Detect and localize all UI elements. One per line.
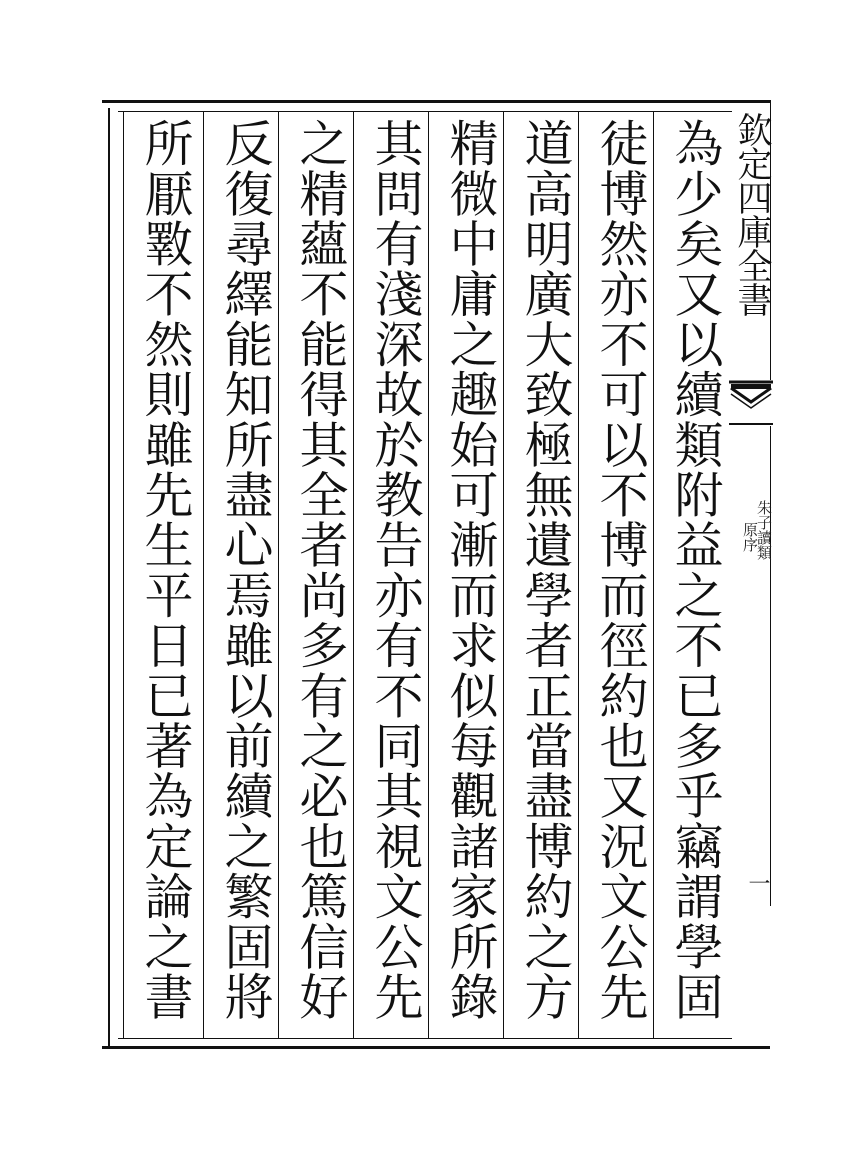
fish-tail-mark-icon — [729, 380, 773, 426]
text-column-4: 精微中庸之趣始可漸而求似每觀諸家所錄 — [442, 118, 499, 1022]
frame-top-border — [102, 100, 770, 103]
text-column-3: 道高明廣大致極無遺學者正當盡博約之方 — [517, 118, 574, 1022]
text-column-6: 之精蘊不能得其全者尚多有之必也篤信好 — [292, 118, 349, 1022]
text-column-5: 其問有淺深故於教告亦有不同其視文公先 — [367, 118, 424, 1022]
text-column-8: 所厭斁不然則雖先生平日已著為定論之書 — [137, 118, 194, 1022]
frame-left-border — [108, 108, 110, 1048]
frame-top-inner-border — [118, 111, 732, 112]
section-label: 原序 — [741, 522, 759, 552]
page-number: 一 — [745, 872, 770, 894]
volume-title: 朱子讀類 — [755, 500, 773, 560]
text-column-1: 為少矣又以續類附益之不已多乎竊謂學固 — [667, 118, 724, 1022]
column-rule — [123, 112, 124, 1038]
column-rule — [203, 112, 204, 1038]
book-title: 欽定四庫全書 — [732, 112, 772, 316]
frame-bottom-inner-border — [118, 1038, 732, 1039]
frame-bottom-border — [102, 1046, 770, 1049]
text-column-7: 反復尋繹能知所盡心焉雖以前續之繁固將 — [217, 118, 274, 1022]
text-column-2: 徒博然亦不可以不博而徑約也又況文公先 — [592, 118, 649, 1022]
